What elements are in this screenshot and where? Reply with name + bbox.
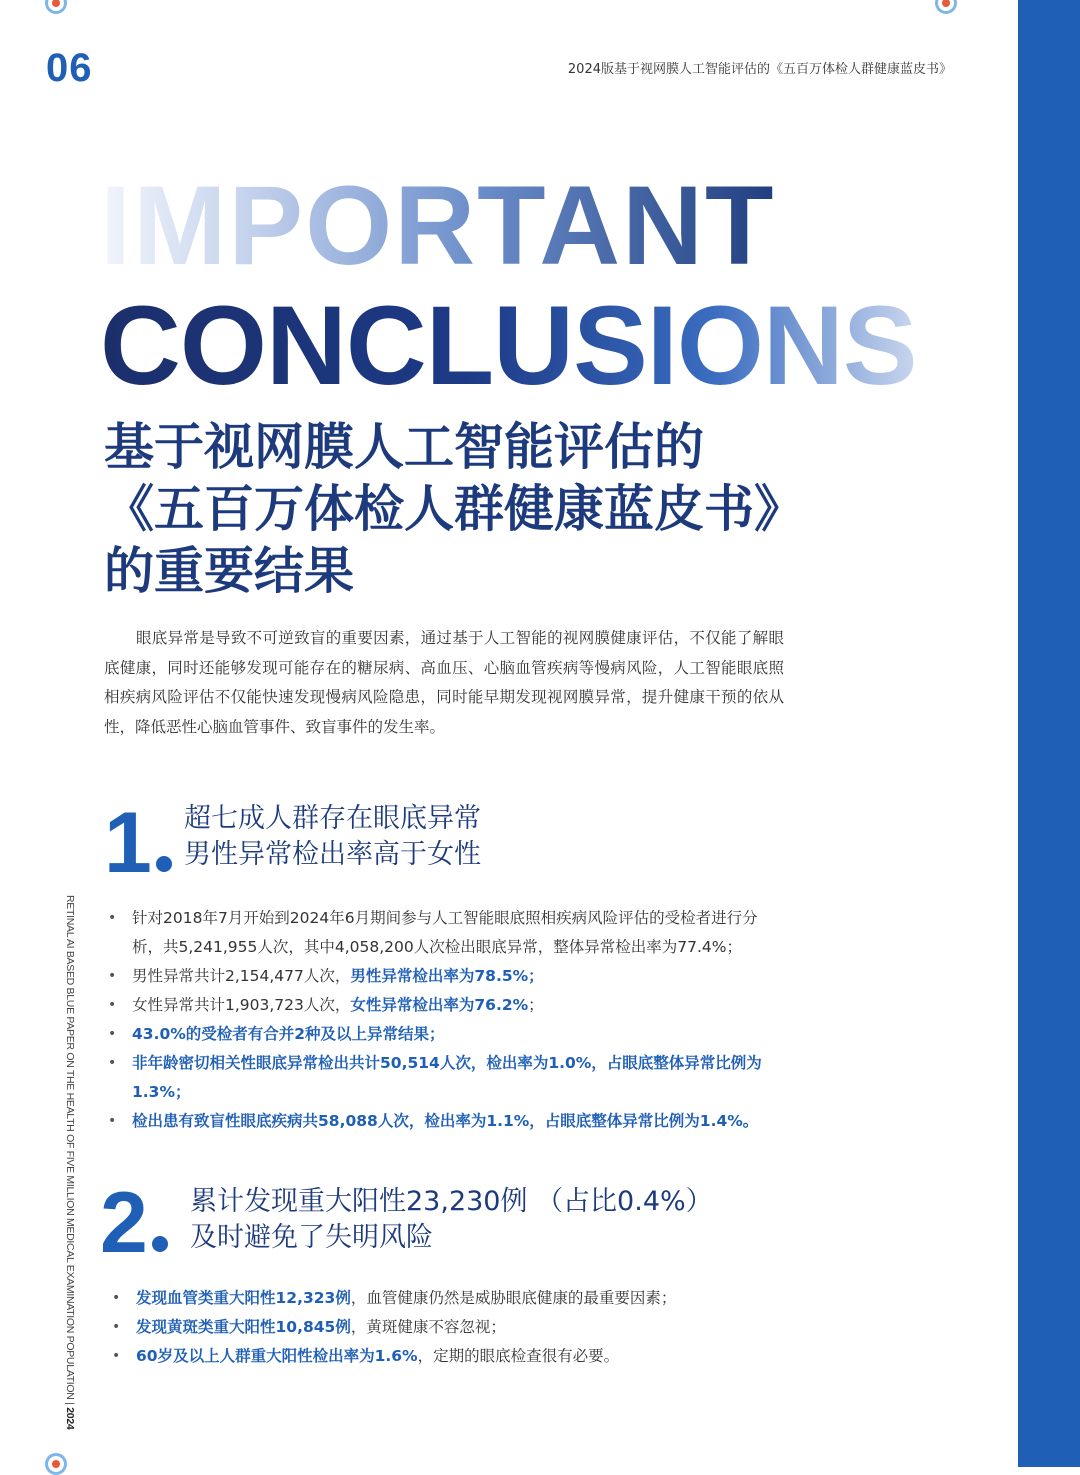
hero-word-conclusions: CONCLUSIONS (100, 283, 917, 408)
hero-word-important: IMPORTANT (100, 163, 776, 288)
vertical-side-caption: RETINAL AI BASED BLUE PAPER ON THE HEALTH OF FIVE MILLION MEDICAL EXAMINATION POPULATION | 2024 (64, 895, 76, 1430)
section-dot-icon (156, 856, 172, 872)
chinese-title-line: 的重要结果 (104, 542, 354, 600)
list-item: • 非年龄密切相关性眼底异常检出共计50,514人次，检出率为1.0%，占眼底整体异常比例为1.3%； (108, 1049, 788, 1107)
list-item: • 女性异常共计1,903,723人次，女性异常检出率为76.2%； (108, 991, 788, 1020)
section-1-number (104, 795, 172, 891)
section-2-bullets (112, 1284, 792, 1371)
section-title-line: 及时避免了失明风险 (190, 1222, 433, 1253)
list-item: • 43.0%的受检者有合并2种及以上异常结果； (108, 1020, 788, 1049)
list-item: • 发现黄斑类重大阳性10,845例，黄斑健康不容忽视； (112, 1313, 792, 1342)
chinese-title-line: 《五百万体检人群健康蓝皮书》 (104, 480, 804, 538)
list-item: • 检出患有致盲性眼底疾病共58,088人次，检出率为1.1%，占眼底整体异常比例为1.4%。 (108, 1107, 788, 1136)
corner-dot-icon (935, 0, 957, 14)
section-2-number (100, 1175, 168, 1271)
section-title-line: 累计发现重大阳性23,230例 （占比0.4%） (190, 1186, 713, 1217)
running-header: 2024版基于视网膜人工智能评估的《五百万体检人群健康蓝皮书》 (567, 62, 952, 77)
section-title-line: 超七成人群存在眼底异常 (184, 803, 481, 834)
page-number: 06 (46, 46, 93, 90)
section-dot-icon (152, 1236, 168, 1252)
corner-dot-icon (45, 1453, 67, 1475)
list-item: • 发现血管类重大阳性12,323例，血管健康仍然是威胁眼底健康的最重要因素； (112, 1284, 792, 1313)
chinese-title-line: 基于视网膜人工智能评估的 (104, 418, 704, 476)
section-number-digit: 1 (104, 795, 152, 891)
list-item: • 60岁及以上人群重大阳性检出率为1.6%，定期的眼底检查很有必要。 (112, 1342, 792, 1371)
chinese-title (104, 416, 804, 602)
section-title-line: 男性异常检出率高于女性 (184, 839, 481, 870)
section-1-title (184, 801, 481, 873)
section-number-digit: 2 (100, 1175, 148, 1271)
intro-paragraph: 眼底异常是导致不可逆致盲的重要因素，通过基于人工智能的视网膜健康评估，不仅能了解眼底健康，同时还能够发现可能存在的糖尿病、高血压、心脑血管疾病等慢病风险，人工智能眼底照相疾病风险评估不仅能快速发现慢病风险隐患，同时能早期发现视网膜异常，提升健康干预的依从性，降低恶性心脑血管事件、致盲事件的发生率。 (104, 629, 784, 736)
section-1-bullets (108, 904, 788, 1136)
list-item: • 男性异常共计2,154,477人次，男性异常检出率为78.5%； (108, 962, 788, 991)
right-color-band (1018, 0, 1080, 1467)
corner-dot-icon (45, 0, 67, 14)
section-2-title (190, 1184, 713, 1256)
list-item: • 针对2018年7月开始到2024年6月期间参与人工智能眼底照相疾病风险评估的受检者进行分析，共5,241,955人次，其中4,058,200人次检出眼底异常，整体异常检出率为77.4%； (108, 904, 788, 962)
